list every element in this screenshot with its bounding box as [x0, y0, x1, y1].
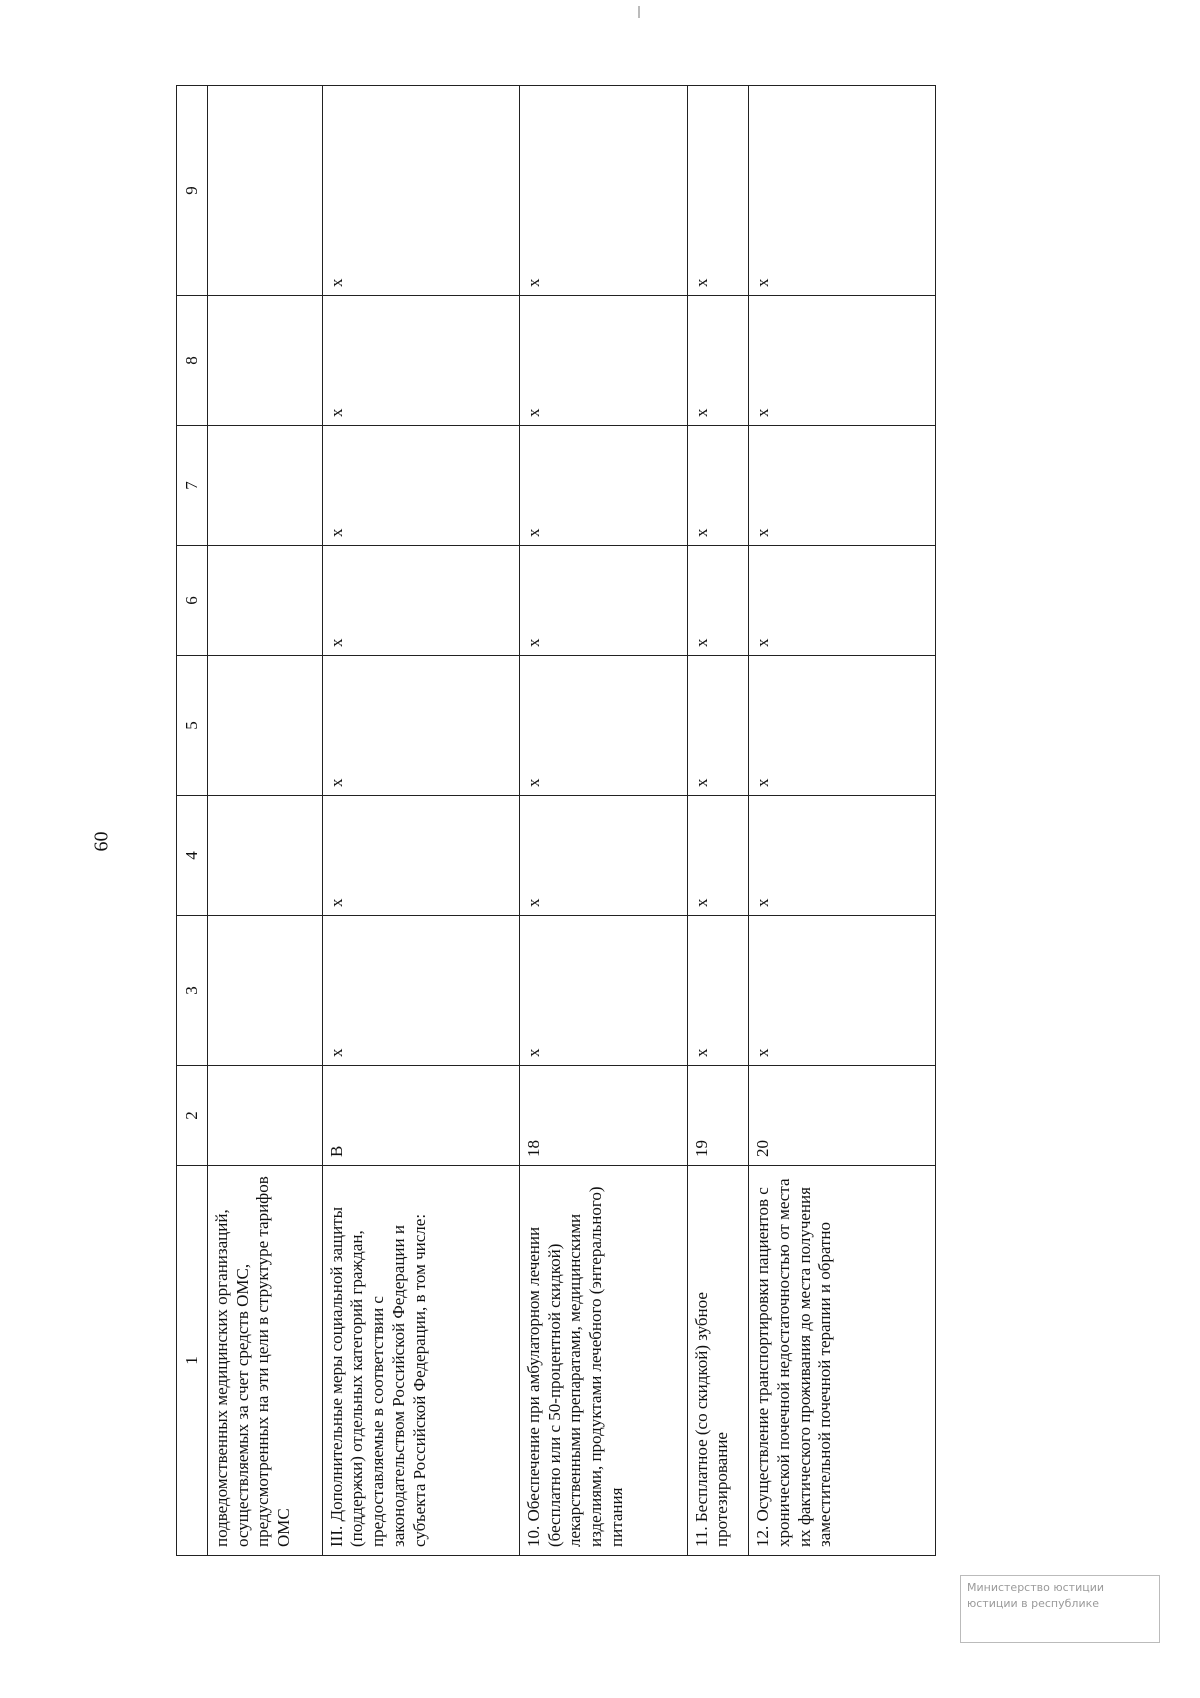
- row-description: III. Дополнительные меры социальной защиты (поддержки) отдельных категорий граждан, предоставляемые в соответствии с законодательством Российской Федерации и субъекта Российской Федерации, в том числе:: [322, 1166, 519, 1556]
- table-row: [519, 86, 687, 1556]
- table-cell: х: [687, 86, 749, 296]
- table-cell: х: [687, 656, 749, 796]
- table-cell: х: [519, 796, 687, 916]
- row-description: 11. Бесплатное (со скидкой) зубное протезирование: [687, 1166, 749, 1556]
- table-container: [176, 86, 936, 1556]
- row-description: 12. Осуществление транспортировки пациентов с хронической почечной недостаточностью от места их фактического проживания до места получения заместительной почечной терапии и обратно: [749, 1166, 936, 1556]
- column-header: 2: [177, 1066, 208, 1166]
- table-cell: х: [322, 86, 519, 296]
- column-header: 3: [177, 916, 208, 1066]
- table-cell: х: [687, 916, 749, 1066]
- table-cell: х: [687, 426, 749, 546]
- stamp-line: юстиции в республике: [967, 1597, 1099, 1610]
- table-cell: х: [322, 426, 519, 546]
- table-cell: х: [322, 656, 519, 796]
- table-cell: х: [749, 796, 936, 916]
- header-row: [177, 86, 208, 1556]
- column-header: 9: [177, 86, 208, 296]
- table-cell: [208, 656, 323, 796]
- table-cell: х: [749, 86, 936, 296]
- table-cell: х: [749, 426, 936, 546]
- column-header: 1: [177, 1166, 208, 1556]
- stamp-border: [960, 1639, 1160, 1643]
- column-header: 7: [177, 426, 208, 546]
- table-cell: х: [322, 546, 519, 656]
- table-cell: х: [519, 296, 687, 426]
- table-cell: х: [749, 916, 936, 1066]
- table-cell: х: [519, 426, 687, 546]
- column-header: 8: [177, 296, 208, 426]
- table-cell: х: [749, 546, 936, 656]
- table-cell: х: [322, 916, 519, 1066]
- table-cell: х: [519, 916, 687, 1066]
- row-code: В: [322, 1066, 519, 1166]
- data-table: [176, 85, 936, 1556]
- table-row: [208, 86, 323, 1556]
- table-cell: [208, 546, 323, 656]
- row-description: подведомственных медицинских организаций, осуществляемых за счет средств ОМС, предусмотренных на эти цели в структуре тарифов ОМС: [208, 1166, 323, 1556]
- table-cell: [208, 86, 323, 296]
- table-cell: х: [687, 796, 749, 916]
- table-cell: х: [519, 656, 687, 796]
- registration-stamp: [960, 1575, 1160, 1643]
- table-cell: [208, 426, 323, 546]
- table-cell: х: [749, 656, 936, 796]
- row-code: 18: [519, 1066, 687, 1166]
- column-header: 5: [177, 656, 208, 796]
- table-cell: х: [749, 296, 936, 426]
- table-cell: х: [687, 546, 749, 656]
- scan-mark: [638, 6, 640, 18]
- table-cell: х: [322, 796, 519, 916]
- row-code: 20: [749, 1066, 936, 1166]
- table-cell: [208, 796, 323, 916]
- page-number: 60: [90, 831, 113, 852]
- row-code: 19: [687, 1066, 749, 1166]
- table-row: [322, 86, 519, 1556]
- table-row: [687, 86, 749, 1556]
- stamp-line: Министерство юстиции: [967, 1581, 1105, 1594]
- column-header: 6: [177, 546, 208, 656]
- table-cell: х: [687, 296, 749, 426]
- table-row: [749, 86, 936, 1556]
- column-header: 4: [177, 796, 208, 916]
- table-cell: х: [519, 86, 687, 296]
- table-cell: х: [519, 546, 687, 656]
- row-code: [208, 1066, 323, 1166]
- table-cell: х: [322, 296, 519, 426]
- table-cell: [208, 916, 323, 1066]
- table-cell: [208, 296, 323, 426]
- row-description: 10. Обеспечение при амбулаторном лечении (бесплатно или с 50-процентной скидкой) лекарственными препаратами, медицинскими изделиями, продуктами лечебного (энтерального) питания: [519, 1166, 687, 1556]
